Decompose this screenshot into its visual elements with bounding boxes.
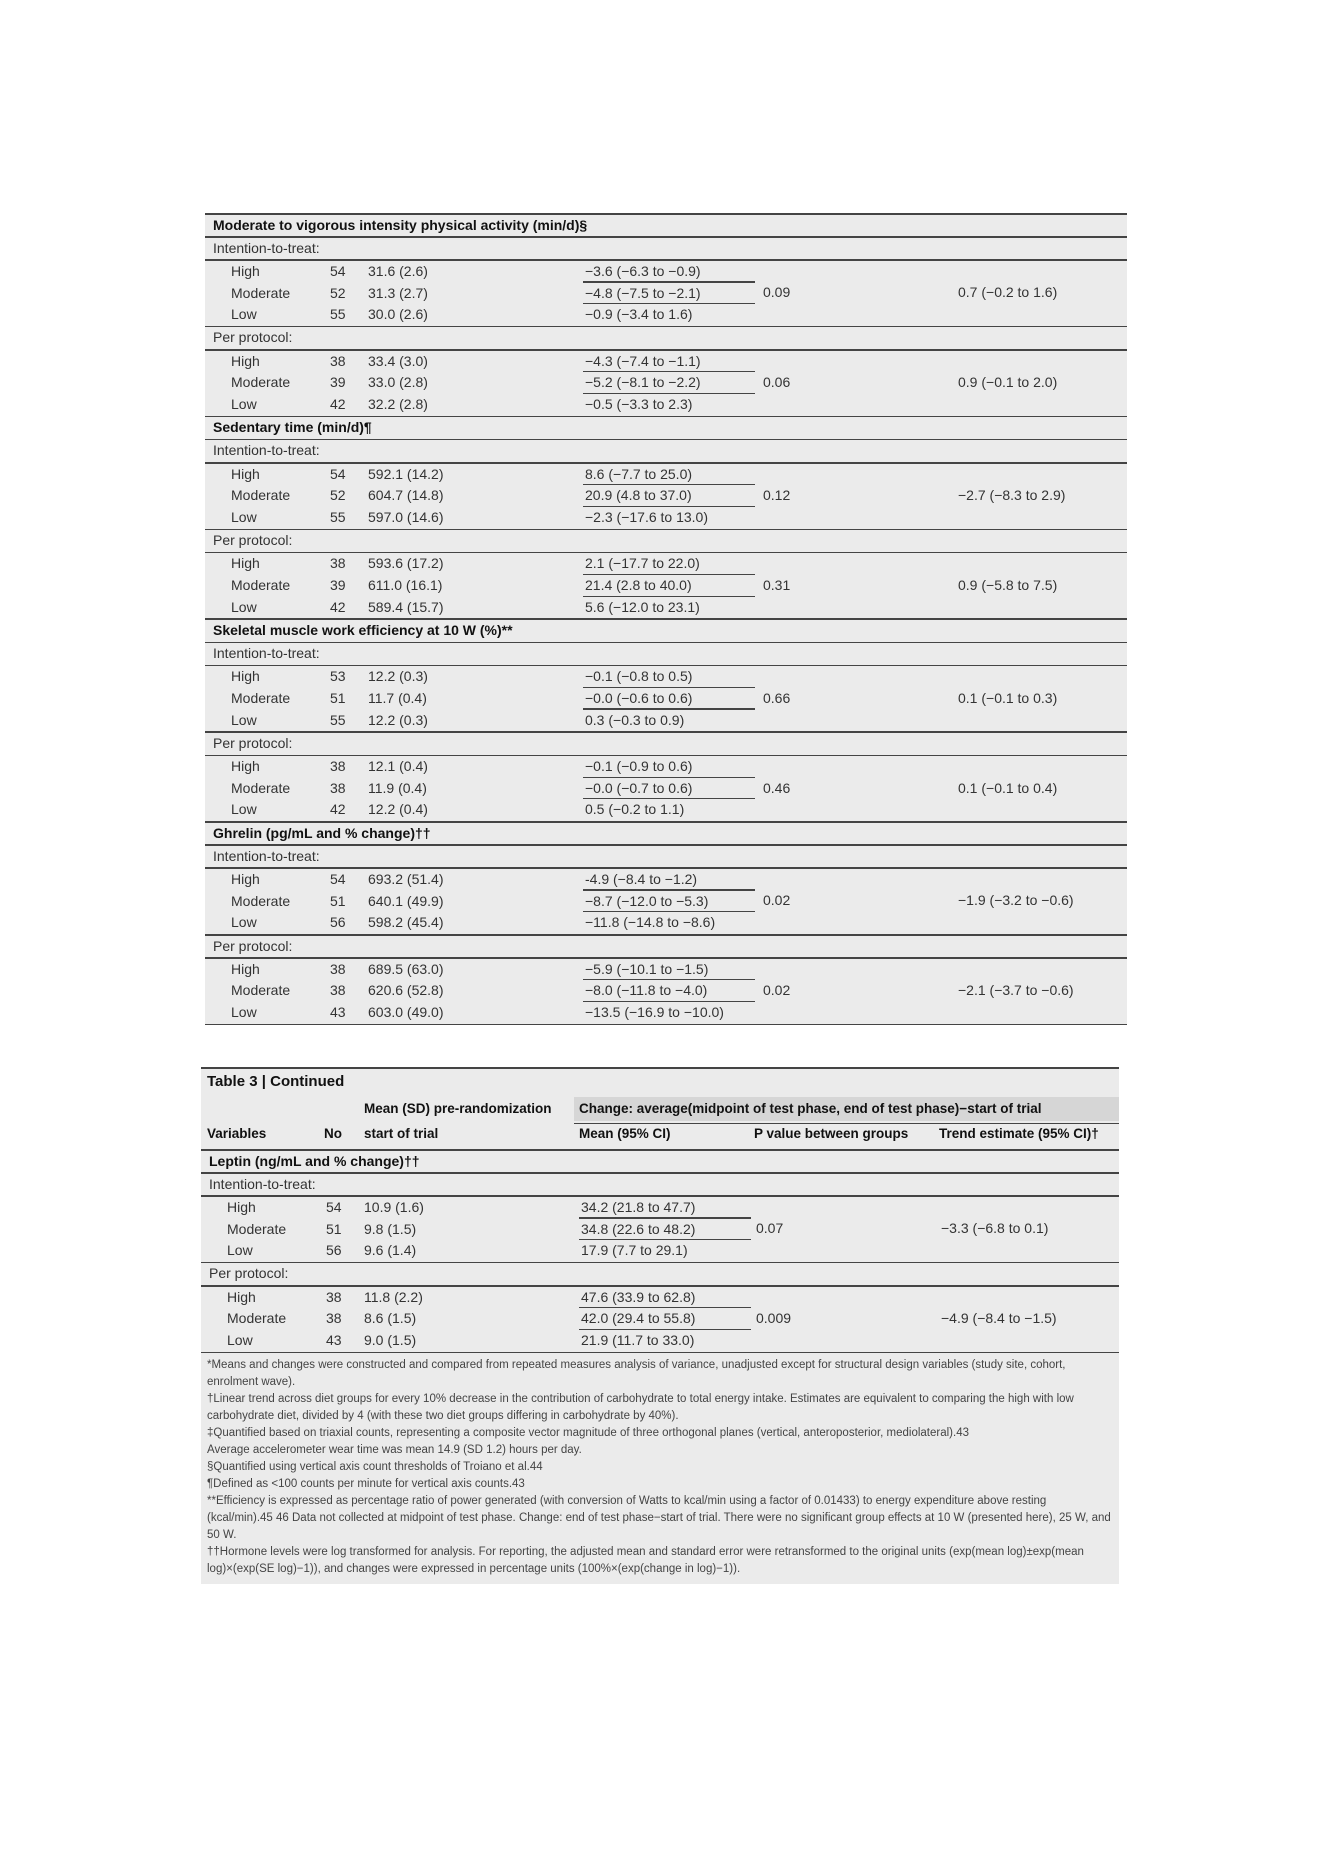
group-label: Intention-to-treat:	[213, 442, 320, 459]
row-mean: 32.2 (2.8)	[368, 396, 428, 412]
header-trend: Trend estimate (95% CI)†	[939, 1126, 1099, 1141]
trend-estimate: 0.9 (−0.1 to 2.0)	[958, 374, 1058, 391]
row-mean: 10.9 (1.6)	[364, 1198, 424, 1215]
trend-estimate: −1.9 (−3.2 to −0.6)	[958, 892, 1074, 909]
row-group: Moderate	[231, 779, 291, 796]
group-block	[205, 261, 1127, 326]
row-no: 54	[330, 465, 346, 482]
row-no: 43	[330, 1004, 346, 1021]
row-change: 0.5 (−0.2 to 1.1)	[585, 801, 685, 818]
row-group: High	[231, 668, 260, 685]
row-mean: 33.4 (3.0)	[368, 352, 428, 369]
row-mean: 593.6 (17.2)	[368, 555, 444, 572]
row-no: 55	[330, 508, 346, 525]
row-group: Moderate	[231, 892, 291, 909]
row-no: 38	[330, 779, 346, 796]
row-change: 34.8 (22.6 to 48.2)	[581, 1220, 696, 1237]
row-no: 38	[330, 960, 346, 977]
row-change: 42.0 (29.4 to 55.8)	[581, 1310, 696, 1327]
group-block	[205, 959, 1127, 1024]
section-title: Skeletal muscle work efficiency at 10 W (%)**	[213, 621, 513, 638]
table-row	[205, 869, 1127, 891]
row-no: 52	[330, 284, 346, 301]
header-variables: Variables	[207, 1126, 267, 1141]
table-title-row	[201, 1067, 1119, 1097]
row-mean: 31.3 (2.7)	[368, 284, 428, 301]
row-group: Moderate	[231, 284, 291, 301]
row-change: −5.2 (−8.1 to −2.2)	[585, 374, 701, 391]
row-change: −3.6 (−6.3 to −0.9)	[585, 262, 701, 279]
row-group: Moderate	[231, 487, 291, 504]
section-title: Ghrelin (pg/mL and % change)††	[213, 824, 431, 841]
row-change: 34.2 (21.8 to 47.7)	[581, 1198, 696, 1215]
p-value: 0.07	[756, 1220, 784, 1237]
table-row	[205, 261, 1127, 283]
table-row	[205, 351, 1127, 373]
row-change: −2.3 (−17.6 to 13.0)	[585, 508, 708, 525]
row-no: 38	[326, 1310, 342, 1327]
p-value: 0.66	[763, 689, 791, 706]
row-group: Low	[231, 914, 257, 931]
group-label-row	[205, 846, 1127, 868]
row-change: −5.9 (−10.1 to −1.5)	[585, 960, 709, 977]
row-mean: 611.0 (16.1)	[368, 577, 443, 593]
row-group: Low	[231, 396, 257, 412]
table-row	[205, 756, 1127, 778]
group-label-row	[205, 238, 1127, 260]
group-block	[205, 756, 1127, 821]
header-no: No	[324, 1126, 342, 1141]
row-no: 39	[330, 374, 346, 391]
row-group: High	[227, 1198, 256, 1215]
group-label: Intention-to-treat:	[213, 239, 320, 256]
trend-estimate: −3.3 (−6.8 to 0.1)	[941, 1220, 1049, 1237]
row-no: 38	[330, 982, 346, 999]
group-block	[205, 666, 1127, 731]
row-mean: 12.2 (0.3)	[368, 711, 428, 728]
p-value: 0.31	[763, 576, 791, 593]
table-row	[201, 1287, 1119, 1309]
row-group: Low	[227, 1332, 253, 1348]
group-label: Per protocol:	[213, 937, 293, 954]
row-group: High	[231, 758, 260, 774]
row-change: 47.6 (33.9 to 62.8)	[581, 1288, 696, 1305]
table-row	[205, 507, 1127, 529]
table-row	[205, 553, 1127, 575]
row-no: 53	[330, 668, 346, 685]
row-mean: 9.6 (1.4)	[364, 1242, 417, 1259]
row-mean: 603.0 (49.0)	[368, 1004, 444, 1021]
row-change: −0.1 (−0.9 to 0.6)	[585, 758, 693, 774]
trend-estimate: 0.1 (−0.1 to 0.4)	[958, 779, 1058, 796]
p-value: 0.02	[763, 892, 791, 909]
row-group: High	[227, 1288, 256, 1305]
row-change: −4.8 (−7.5 to −2.1)	[585, 284, 701, 301]
row-mean: 33.0 (2.8)	[368, 374, 428, 391]
trend-estimate: −4.9 (−8.4 to −1.5)	[941, 1310, 1057, 1327]
row-group: High	[231, 555, 260, 572]
table-3-upper-section	[205, 213, 1127, 1025]
row-change: −0.9 (−3.4 to 1.6)	[585, 306, 693, 323]
footnote: §Quantified using vertical axis count thresholds of Troiano et al.44	[207, 1461, 543, 1474]
row-mean: 640.1 (49.9)	[368, 892, 444, 909]
row-change: −0.5 (−3.3 to 2.3)	[585, 396, 693, 412]
group-label: Per protocol:	[213, 329, 293, 346]
group-label-row	[205, 530, 1127, 552]
row-mean: 620.6 (52.8)	[368, 982, 444, 999]
section-title: Leptin (ng/mL and % change)††	[209, 1152, 420, 1169]
table-row	[205, 597, 1127, 619]
row-group: Moderate	[231, 577, 291, 593]
trend-estimate: 0.9 (−5.8 to 7.5)	[958, 576, 1058, 593]
row-mean: 30.0 (2.6)	[368, 306, 428, 323]
row-no: 51	[330, 689, 346, 706]
row-no: 56	[326, 1242, 342, 1259]
table-row	[205, 912, 1127, 934]
p-value: 0.12	[763, 487, 791, 504]
row-mean: 11.9 (0.4)	[368, 779, 427, 796]
row-no: 43	[326, 1332, 342, 1348]
table-row	[201, 1240, 1119, 1262]
row-no: 38	[326, 1288, 342, 1305]
row-no: 51	[326, 1220, 342, 1237]
table-3-continued	[201, 1067, 1119, 1584]
row-change: −0.0 (−0.7 to 0.6)	[585, 779, 693, 796]
group-block	[205, 869, 1127, 934]
table-row	[205, 710, 1127, 732]
row-group: Low	[231, 1004, 257, 1021]
group-block	[201, 1197, 1119, 1262]
group-label-row	[205, 936, 1127, 958]
change-header-underline	[574, 1123, 1119, 1124]
section-title-row	[201, 1151, 1119, 1173]
row-change: −4.3 (−7.4 to −1.1)	[585, 352, 701, 369]
section-title-row	[205, 417, 1127, 439]
footnote: ††Hormone levels were log transformed for analysis. For reporting, the adjusted mean and standard error were retransformed to the original units (exp(mean log)±exp(mean log)×(exp(SE log)−1)), and changes were expressed in percentage units (100%×(exp(change in log)−1)).	[207, 1546, 1084, 1576]
table-header	[201, 1097, 1119, 1149]
table-title: Table 3 | Continued	[207, 1073, 345, 1090]
group-label-row	[205, 643, 1127, 665]
row-group: Low	[231, 508, 257, 525]
group-label: Intention-to-treat:	[209, 1175, 316, 1192]
group-label-row	[201, 1263, 1119, 1285]
row-group: Moderate	[227, 1310, 287, 1327]
row-mean: 597.0 (14.6)	[368, 508, 444, 525]
group-label-row	[205, 327, 1127, 349]
row-mean: 604.7 (14.8)	[368, 487, 444, 504]
row-mean: 11.7 (0.4)	[368, 689, 427, 706]
row-mean: 9.0 (1.5)	[364, 1332, 417, 1348]
group-block	[205, 553, 1127, 618]
footnotes	[201, 1353, 1119, 1584]
row-no: 42	[330, 801, 346, 818]
table-row	[205, 1002, 1127, 1024]
group-label: Per protocol:	[209, 1265, 289, 1282]
row-mean: 12.1 (0.4)	[368, 758, 428, 774]
row-group: Moderate	[231, 689, 291, 706]
group-label: Intention-to-treat:	[213, 847, 320, 864]
row-no: 54	[326, 1198, 342, 1215]
row-mean: 9.8 (1.5)	[364, 1220, 417, 1237]
row-no: 52	[330, 487, 346, 504]
row-mean: 12.2 (0.4)	[368, 801, 428, 818]
group-block	[205, 351, 1127, 416]
row-group: Moderate	[227, 1220, 287, 1237]
row-change: −8.0 (−11.8 to −4.0)	[585, 982, 708, 999]
leptin-section	[201, 1151, 1119, 1352]
row-change: 17.9 (7.7 to 29.1)	[581, 1242, 688, 1259]
row-no: 55	[330, 306, 346, 323]
row-mean: 8.6 (1.5)	[364, 1310, 417, 1327]
header-change-mean: Mean (95% CI)	[579, 1126, 671, 1141]
section-title-row	[205, 823, 1127, 845]
p-value: 0.09	[763, 284, 791, 301]
row-change: −8.7 (−12.0 to −5.3)	[585, 892, 709, 909]
row-group: Low	[227, 1242, 253, 1259]
p-value: 0.02	[763, 982, 791, 999]
row-group: Low	[231, 711, 257, 728]
row-change: 8.6 (−7.7 to 25.0)	[585, 465, 693, 482]
trend-estimate: −2.7 (−8.3 to 2.9)	[958, 487, 1066, 504]
row-no: 42	[330, 598, 346, 615]
row-group: High	[231, 262, 260, 279]
row-group: High	[231, 465, 260, 482]
header-mean-line1: Mean (SD) pre-randomization	[364, 1101, 552, 1116]
group-label: Per protocol:	[213, 734, 293, 751]
group-label: Intention-to-treat:	[213, 645, 320, 662]
table-row	[205, 394, 1127, 416]
row-change: −11.8 (−14.8 to −8.6)	[585, 914, 716, 931]
row-no: 38	[330, 758, 346, 774]
row-change: −0.0 (−0.6 to 0.6)	[585, 689, 693, 706]
row-no: 54	[330, 870, 346, 887]
trend-estimate: −2.1 (−3.7 to −0.6)	[958, 982, 1074, 999]
row-change: −0.1 (−0.8 to 0.5)	[585, 668, 693, 685]
row-group: Moderate	[231, 374, 291, 391]
table-row	[205, 799, 1127, 821]
header-mean-line2: start of trial	[364, 1126, 439, 1141]
row-mean: 589.4 (15.7)	[368, 598, 444, 615]
row-group: Moderate	[231, 982, 291, 999]
header-change-span: Change: average(midpoint of test phase, end of test phase)−start of trial	[579, 1101, 1042, 1116]
table-row	[205, 464, 1127, 486]
table-row	[201, 1197, 1119, 1219]
row-mean: 11.8 (2.2)	[364, 1288, 423, 1305]
row-change: 0.3 (−0.3 to 0.9)	[585, 711, 685, 728]
footnote: ¶Defined as <100 counts per minute for vertical axis counts.43	[207, 1478, 525, 1491]
section-title-row	[205, 620, 1127, 642]
row-mean: 598.2 (45.4)	[368, 914, 444, 931]
trend-estimate: 0.7 (−0.2 to 1.6)	[958, 284, 1058, 301]
row-group: High	[231, 870, 260, 887]
group-block	[205, 464, 1127, 529]
row-mean: 693.2 (51.4)	[368, 870, 444, 887]
row-group: Low	[231, 598, 257, 615]
bottom-rule	[205, 1024, 1127, 1026]
row-change: 21.9 (11.7 to 33.0)	[581, 1332, 695, 1348]
row-no: 38	[330, 555, 346, 572]
section-title: Sedentary time (min/d)¶	[213, 419, 372, 436]
section-title-row	[205, 215, 1127, 237]
row-change: −13.5 (−16.9 to −10.0)	[585, 1004, 724, 1021]
row-mean: 31.6 (2.6)	[368, 262, 428, 279]
row-no: 38	[330, 352, 346, 369]
footnote: ‡Quantified based on triaxial counts, representing a composite vector magnitude of three orthogonal planes (vertical, anteroposterior, mediolateral).43	[207, 1427, 969, 1440]
footnote: *Means and changes were constructed and compared from repeated measures analysis of variance, unadjusted except for structural design variables (study site, cohort, enrolment wave).	[207, 1359, 1066, 1389]
row-no: 51	[330, 892, 346, 909]
group-block	[201, 1287, 1119, 1352]
row-change: 5.6 (−12.0 to 23.1)	[585, 598, 700, 615]
row-mean: 12.2 (0.3)	[368, 668, 428, 685]
p-value: 0.009	[756, 1310, 792, 1327]
row-mean: 689.5 (63.0)	[368, 960, 444, 977]
row-no: 42	[330, 396, 346, 412]
row-no: 55	[330, 711, 346, 728]
group-label-row	[205, 733, 1127, 755]
row-change: 20.9 (4.8 to 37.0)	[585, 487, 692, 504]
table-row	[201, 1330, 1119, 1352]
row-group: High	[231, 960, 260, 977]
row-no: 54	[330, 262, 346, 279]
row-group: Low	[231, 306, 257, 323]
header-p-value: P value between groups	[754, 1126, 909, 1141]
group-label: Per protocol:	[213, 532, 293, 549]
row-change: 21.4 (2.8 to 40.0)	[585, 577, 692, 593]
row-group: Low	[231, 801, 257, 818]
table-row	[205, 304, 1127, 326]
table-row	[205, 666, 1127, 688]
group-label-row	[201, 1174, 1119, 1196]
trend-estimate: 0.1 (−0.1 to 0.3)	[958, 689, 1058, 706]
footnote: **Efficiency is expressed as percentage ratio of power generated (with conversion of Watts to kcal/min using a factor of 0.01433) to energy expenditure above resting (kcal/min).45 46 Data not collected at midpoint of test phase. Change: end of test phase−start of trial. There were no significant group effects at 10 W (presented here), 25 W, and 50 W.	[207, 1495, 1111, 1542]
table-row	[205, 959, 1127, 981]
row-change: -4.9 (−8.4 to −1.2)	[585, 870, 698, 887]
group-label-row	[205, 440, 1127, 462]
section-title: Moderate to vigorous intensity physical activity (min/d)§	[213, 216, 588, 233]
footnote: Average accelerometer wear time was mean 14.9 (SD 1.2) hours per day.	[207, 1444, 582, 1457]
row-change: 2.1 (−17.7 to 22.0)	[585, 555, 700, 572]
footnote: †Linear trend across diet groups for every 10% decrease in the contribution of carbohydrate to total energy intake. Estimates are equivalent to comparing the high with low carbohydrate diet, divided by 4 (with these two diet groups differing in carbohydrate by 40%).	[207, 1393, 1074, 1423]
p-value: 0.46	[763, 779, 791, 796]
row-group: High	[231, 352, 260, 369]
row-no: 56	[330, 914, 346, 931]
row-mean: 592.1 (14.2)	[368, 465, 444, 482]
row-no: 39	[330, 577, 346, 593]
p-value: 0.06	[763, 374, 791, 391]
